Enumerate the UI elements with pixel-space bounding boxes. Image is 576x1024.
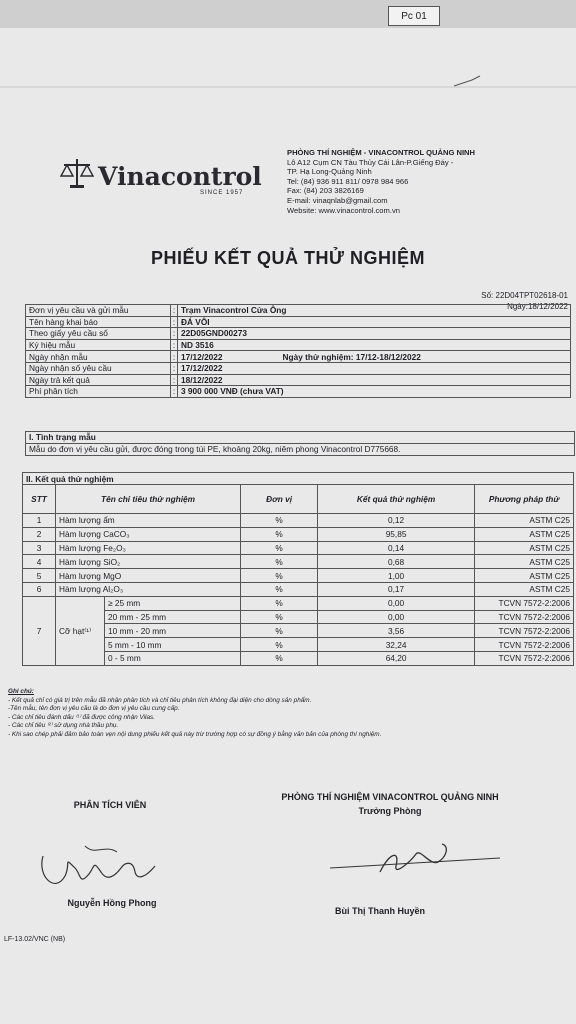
receive-date: 17/12/2022 xyxy=(181,351,223,362)
lab-head-name: Bùi Thị Thanh Huyền xyxy=(335,906,425,916)
lab-header xyxy=(287,148,547,215)
lab-address-2: TP. Hạ Long-Quảng Ninh xyxy=(287,167,372,177)
document-date: Ngày:18/12/2022 xyxy=(507,302,568,311)
section-heading: I. Tình trạng mẫu xyxy=(26,432,574,444)
lab-address-1: Lô A12 Cụm CN Tàu Thủy Cái Lân-P.Giếng Đáy - xyxy=(287,157,454,167)
size-group-label: Cỡ hạt⁽¹⁾ xyxy=(56,596,105,665)
table-row: 5 mm - 10 mm % 32,24 TCVN 7572-2:2006 xyxy=(23,638,574,652)
table-row: 10 mm - 20 mm % 3,56 TCVN 7572-2:2006 xyxy=(23,624,574,638)
sample-info-table xyxy=(25,304,571,398)
table-row: 3 Hàm lượng Fe₂O₃ % 0,14 ASTM C25 xyxy=(23,541,574,555)
lab-name: PHÒNG THÍ NGHIỆM - VINACONTROL QUẢNG NINH xyxy=(287,148,476,157)
lab-fax: Fax: (84) 203 3826169 xyxy=(287,186,364,196)
document-number: Số: 22D04TPT02618-01 xyxy=(481,291,568,300)
info-row: Ngày nhận mẫu : 17/12/2022 Ngày thử nghiệm: 17/12-18/12/2022 xyxy=(26,351,571,363)
lab-head-signature xyxy=(320,832,520,892)
pen-mark xyxy=(450,70,490,90)
logo-since: SINCE 1957 xyxy=(200,190,244,196)
analyst-name: Nguyễn Hồng Phong xyxy=(67,898,157,908)
analyst-title: PHÂN TÍCH VIÊN xyxy=(73,800,147,810)
scale-icon xyxy=(60,156,94,190)
info-row: Ngày trả kết quả : 18/12/2022 xyxy=(26,374,571,386)
sample-condition-section xyxy=(25,431,575,456)
analyst-signature-block xyxy=(45,800,175,908)
results-section-row xyxy=(23,473,574,485)
info-row: Đơn vị yêu cầu và gửi mẫu : Trạm Vinacontrol Cửa Ông xyxy=(26,305,571,317)
lab-email: E-mail: vinaqnlab@gmail.com xyxy=(287,195,388,205)
section-heading: II. Kết quả thử nghiệm xyxy=(23,473,574,485)
table-row: 1 Hàm lượng ẩm % 0,12 ASTM C25 xyxy=(23,514,574,528)
page-title: PHIẾU KẾT QUẢ THỬ NGHIỆM xyxy=(151,248,425,268)
note-line: - Các chỉ tiêu ⁽²⁾ sử dụng nhà thầu phụ. xyxy=(8,722,119,730)
table-row: 6 Hàm lượng Al₂O₃ % 0,17 ASTM C25 xyxy=(23,582,574,596)
info-row: Theo giấy yêu cầu số : 22D05GND00273 xyxy=(26,328,571,340)
document-tab: Pc 01 xyxy=(388,6,440,26)
info-row: Ngày nhận số yêu cầu : 17/12/2022 xyxy=(26,362,571,374)
results-table xyxy=(22,472,574,666)
notes-block xyxy=(8,688,568,740)
notes-heading: Ghi chú: xyxy=(8,688,34,695)
lab-tel: Tel: (84) 936 911 811/ 0978 984 966 xyxy=(287,176,409,186)
info-row: Ký hiệu mẫu : ND 3516 xyxy=(26,339,571,351)
analyst-signature xyxy=(35,816,165,896)
lab-website: Website: www.vinacontrol.com.vn xyxy=(287,205,400,215)
test-date: Ngày thử nghiệm: 17/12-18/12/2022 xyxy=(282,351,421,362)
table-row: 2 Hàm lượng CaCO₃ % 95,85 ASTM C25 xyxy=(23,527,574,541)
table-row: 5 Hàm lượng MgO % 1,00 ASTM C25 xyxy=(23,569,574,583)
vinacontrol-logo xyxy=(60,150,260,200)
info-row: Phí phân tích : 3 900 000 VNĐ (chưa VAT) xyxy=(26,386,571,398)
lab-head-org: PHÒNG THÍ NGHIỆM VINACONTROL QUẢNG NINH xyxy=(281,792,499,802)
note-line: -Tên mẫu, tên đơn vị yêu cầu là do đơn vị yêu cầu cung cấp. xyxy=(8,705,180,713)
info-row: Tên hàng khai báo : ĐÁ VÔI xyxy=(26,316,571,328)
lab-head-title: Trưởng Phòng xyxy=(358,806,422,816)
form-code: LF-13.02/VNC (NB) xyxy=(4,936,66,943)
lab-head-signature-block xyxy=(250,790,530,916)
logo-wordmark: Vinacontrol xyxy=(98,162,262,191)
note-line: - Các chỉ tiêu đánh dấu ⁽¹⁾ đã được công nhận Vilas. xyxy=(8,713,156,721)
table-row: 20 mm - 25 mm % 0,00 TCVN 7572-2:2006 xyxy=(23,610,574,624)
table-row: 4 Hàm lượng SiO₂ % 0,68 ASTM C25 xyxy=(23,555,574,569)
table-row: 7 Cỡ hạt⁽¹⁾ ≥ 25 mm % 0,00 TCVN 7572-2:2006 xyxy=(23,596,574,610)
note-line: - Kết quả chỉ có giá trị trên mẫu đã nhận phân tích và chỉ tiêu phân tích không đại diện cho dòng sản phẩm. xyxy=(8,696,312,704)
results-header-row: STT Tên chỉ tiêu thử nghiệm Đơn vị Kết quả thử nghiệm Phương pháp thử xyxy=(23,485,574,514)
table-row: 0 - 5 mm % 64,20 TCVN 7572-2:2006 xyxy=(23,651,574,665)
sample-condition-text: Mẫu do đơn vị yêu cầu gửi, được đóng trong túi PE, khoảng 20kg, niêm phong Vinacontrol D775668. xyxy=(29,444,401,454)
note-line: - Khi sao chép phải đảm bảo toàn vẹn nội dung phiếu kết quả này trừ trường hợp có sự đồng ý bằng văn bản của phòng thí nghiệm. xyxy=(8,730,382,738)
